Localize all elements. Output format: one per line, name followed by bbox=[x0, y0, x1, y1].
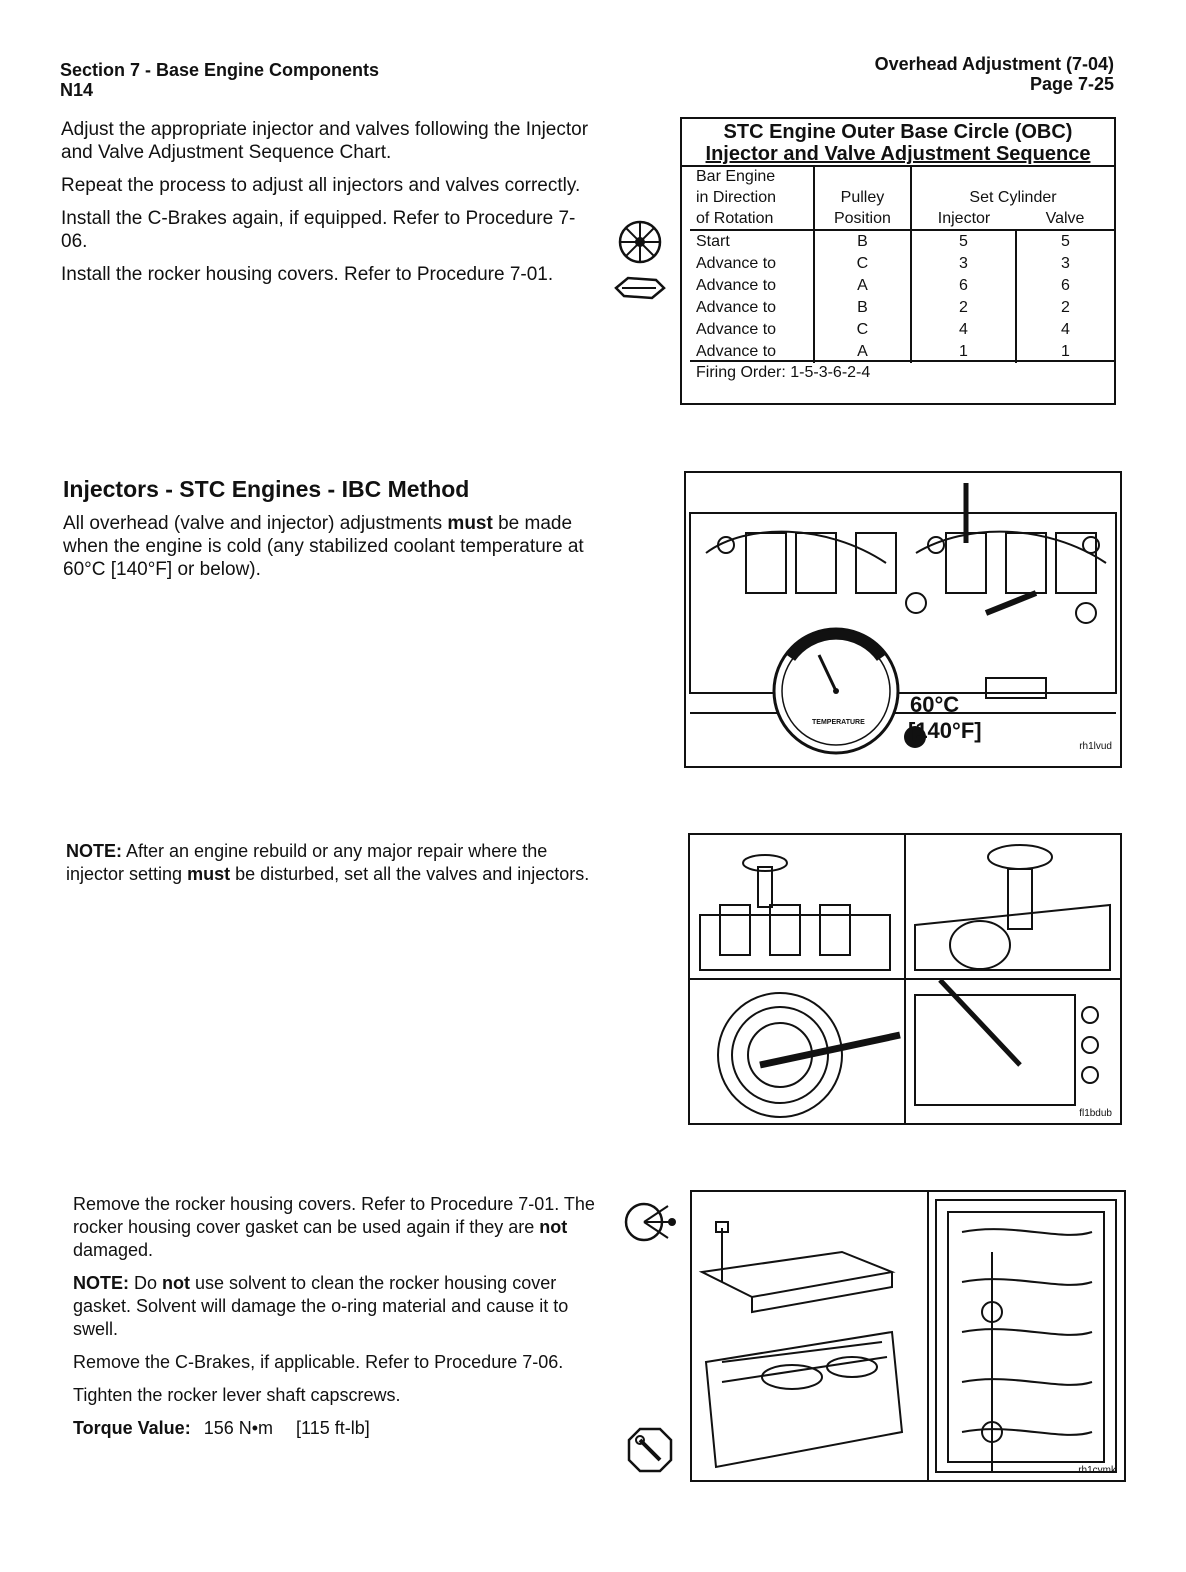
col-header-line: in Direction bbox=[696, 189, 777, 206]
col-header-line: Position bbox=[833, 210, 891, 227]
emphasis-not: not bbox=[162, 1273, 190, 1293]
table-row bbox=[690, 319, 1114, 341]
text-span: damaged. bbox=[73, 1240, 154, 1260]
adjust-paragraph: Adjust the appropriate injector and valves following the Injector and Valve Adjustment Sequence Chart. bbox=[61, 119, 589, 163]
table-body bbox=[690, 231, 1114, 363]
injector-cell: 6 bbox=[912, 275, 1017, 297]
solvent-note bbox=[73, 1272, 603, 1341]
tighten-paragraph: Tighten the rocker lever shaft capscrews. bbox=[73, 1385, 401, 1405]
cold-engine-paragraph bbox=[63, 512, 593, 581]
page-number: Page 7-25 bbox=[1029, 74, 1114, 94]
procedure-label: Overhead Adjustment (7-04) bbox=[874, 54, 1114, 74]
pulley-cell: C bbox=[815, 319, 912, 341]
note-label: NOTE: bbox=[66, 841, 122, 861]
col-header-line: of Rotation bbox=[696, 210, 774, 227]
valve-cell: 1 bbox=[1061, 343, 1070, 360]
table-row bbox=[690, 297, 1114, 319]
injector-cell: 5 bbox=[912, 231, 1017, 253]
assemble-icon bbox=[612, 218, 668, 306]
remove-covers-instructions bbox=[73, 1193, 603, 1440]
gauge-label: TEMPERATURE bbox=[812, 719, 865, 726]
temp-fahrenheit: [140°F] bbox=[908, 718, 982, 743]
figure-code: rh1lvud bbox=[1079, 741, 1112, 752]
pulley-cell: B bbox=[815, 231, 912, 253]
step-cell: Advance to bbox=[690, 319, 815, 341]
engine-top-illustration bbox=[686, 473, 1120, 766]
torque-metric: 156 N•m bbox=[203, 1418, 274, 1438]
text-span: Remove the rocker housing covers. Refer to Procedure 7-01. The rocker housing cover gasket can be used again if they are bbox=[73, 1194, 595, 1237]
remove-cbrakes-paragraph: Remove the C-Brakes, if applicable. Refer to Procedure 7-06. bbox=[73, 1352, 564, 1372]
injector-cell: 2 bbox=[912, 297, 1017, 319]
pulley-cell: A bbox=[815, 341, 912, 363]
table-row bbox=[690, 253, 1114, 275]
step-cell: Advance to bbox=[690, 341, 815, 363]
pulley-cell: B bbox=[815, 297, 912, 319]
text-span: be made when the engine is cold (any stabilized coolant temperature at 60°C [140°F] or below). bbox=[63, 513, 584, 580]
col-header-pulley bbox=[815, 166, 912, 229]
injector-cell: 1 bbox=[912, 341, 1017, 363]
install-cbrakes-paragraph: Install the C-Brakes again, if equipped. Refer to Procedure 7-06. bbox=[61, 208, 576, 252]
install-covers-paragraph: Install the rocker housing covers. Refer to Procedure 7-01. bbox=[61, 264, 554, 285]
ibc-method-heading: Injectors - STC Engines - IBC Method bbox=[63, 476, 470, 502]
step-cell: Start bbox=[690, 231, 815, 253]
valve-cell: 3 bbox=[1061, 255, 1070, 272]
procedure-header bbox=[875, 54, 1114, 94]
text-span: Do bbox=[129, 1273, 163, 1293]
adjust-instructions bbox=[61, 118, 591, 286]
col-header-line: Bar Engine bbox=[696, 168, 776, 185]
injector-cell: 3 bbox=[912, 253, 1017, 275]
valve-cell: 5 bbox=[1061, 233, 1070, 250]
figure-code: rh1cvmk bbox=[1078, 1465, 1116, 1476]
text-span: be disturbed, set all the valves and injectors. bbox=[230, 864, 590, 884]
step-cell: Advance to bbox=[690, 253, 815, 275]
text-span: All overhead (valve and injector) adjustments bbox=[63, 513, 448, 534]
section-label: Section 7 - Base Engine Components bbox=[60, 60, 380, 80]
step-cell: Advance to bbox=[690, 275, 815, 297]
disassemble-icon bbox=[622, 1198, 680, 1246]
table-row bbox=[690, 231, 1114, 253]
emphasis-not: not bbox=[539, 1217, 568, 1237]
col-header-valve: Valve bbox=[1045, 210, 1085, 227]
temp-celsius: 60°C bbox=[910, 692, 960, 717]
table-header-row bbox=[690, 166, 1114, 231]
col-header-rotation bbox=[690, 166, 815, 229]
figure-code: fl1bdub bbox=[1079, 1108, 1112, 1119]
firing-order: Firing Order: 1-5-3-6-2-4 bbox=[690, 360, 1114, 384]
valve-cell: 4 bbox=[1061, 321, 1070, 338]
temperature-figure bbox=[684, 471, 1122, 768]
torque-value bbox=[73, 1417, 603, 1440]
col-header-line: Pulley bbox=[840, 189, 885, 206]
table-grid bbox=[690, 166, 1114, 363]
rocker-housing-illustration bbox=[692, 1192, 1124, 1480]
rebuild-note bbox=[66, 840, 596, 886]
torque-label: Torque Value: bbox=[73, 1418, 191, 1438]
col-header-injector: Injector bbox=[937, 210, 991, 227]
repeat-paragraph: Repeat the process to adjust all injectors and valves correctly. bbox=[61, 175, 581, 196]
table-title: STC Engine Outer Base Circle (OBC) bbox=[723, 121, 1073, 143]
step-cell: Advance to bbox=[690, 297, 815, 319]
text-span: After an engine rebuild or any major repair where the injector setting bbox=[66, 841, 548, 884]
model-label: N14 bbox=[60, 80, 94, 100]
table-row bbox=[690, 275, 1114, 297]
remove-covers-paragraph bbox=[73, 1193, 603, 1262]
pulley-cell: C bbox=[815, 253, 912, 275]
injector-setting-illustration bbox=[690, 835, 1120, 1123]
pulley-cell: A bbox=[815, 275, 912, 297]
col-header-group: Set Cylinder bbox=[969, 189, 1057, 206]
valve-cell: 2 bbox=[1061, 299, 1070, 316]
col-header-set-cylinder bbox=[912, 166, 1114, 229]
torque-wrench-icon bbox=[626, 1426, 674, 1474]
table-subtitle: Injector and Valve Adjustment Sequence bbox=[682, 143, 1114, 167]
text-span: use solvent to clean the rocker housing cover gasket. Solvent will damage the o-ring material and cause it to swell. bbox=[73, 1273, 569, 1339]
torque-imperial: [115 ft-lb] bbox=[296, 1418, 370, 1438]
valve-cell: 6 bbox=[1061, 277, 1070, 294]
injector-setting-figure bbox=[688, 833, 1122, 1125]
emphasis-must: must bbox=[447, 513, 493, 534]
section-title bbox=[60, 60, 379, 100]
injector-cell: 4 bbox=[912, 319, 1017, 341]
emphasis-must: must bbox=[187, 864, 231, 884]
adjustment-sequence-table bbox=[680, 117, 1116, 405]
rocker-housing-figure bbox=[690, 1190, 1126, 1482]
note-label: NOTE: bbox=[73, 1273, 129, 1293]
